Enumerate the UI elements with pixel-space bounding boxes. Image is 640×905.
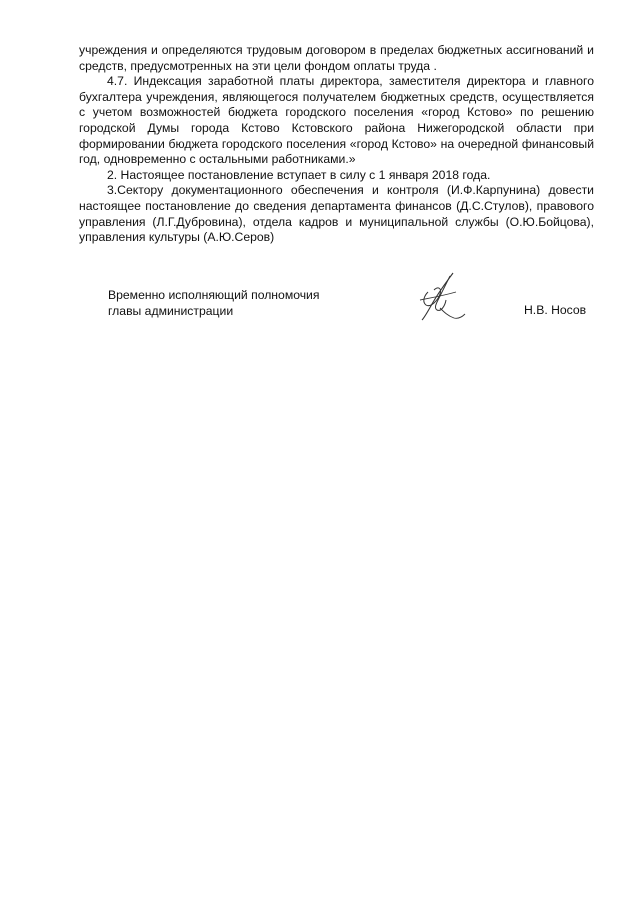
- signatory-name: Н.В. Носов: [524, 303, 587, 317]
- paragraph-continuation: учреждения и определяются трудовым договором в пределах бюджетных ассигнований и средств, предусмотренных на эти цели фондом оплаты труда .: [79, 43, 594, 73]
- handwritten-signature: [410, 270, 470, 322]
- paragraph-4-7-salary-indexation: 4.7. Индексация заработной платы директора, заместителя директора и главного бухгалтера учреждения, являющегося получателем бюджетных средств, осуществляется с учетом возможностей бюджета городского поселения «город Кстово» по решению городской Думы города Кстово Кстовского района Нижегородской области при формировании бюджета городского поселения «город Кстово» на очередной финансовый год, одновременно с остальными работниками.»: [79, 74, 594, 167]
- signatory-title-line1: Временно исполняющий полномочия: [108, 288, 320, 302]
- signatory-title: [108, 288, 319, 319]
- signatory-title-line2: главы администрации: [108, 303, 234, 318]
- paragraph-3-distribution: 3.Сектору документационного обеспечения и контроля (И.Ф.Карпунина) довести настоящее постановление до сведения департамента финансов (Д.С.Стулов), правового управления (Л.Г.Дубровина), отдела кадров и муниципальной службы (О.Ю.Бойцова), управления культуры (А.Ю.Серов): [79, 183, 594, 245]
- document-body: [79, 43, 594, 246]
- paragraph-2-effective-date: 2. Настоящее постановление вступает в силу с 1 января 2018 года.: [107, 167, 491, 182]
